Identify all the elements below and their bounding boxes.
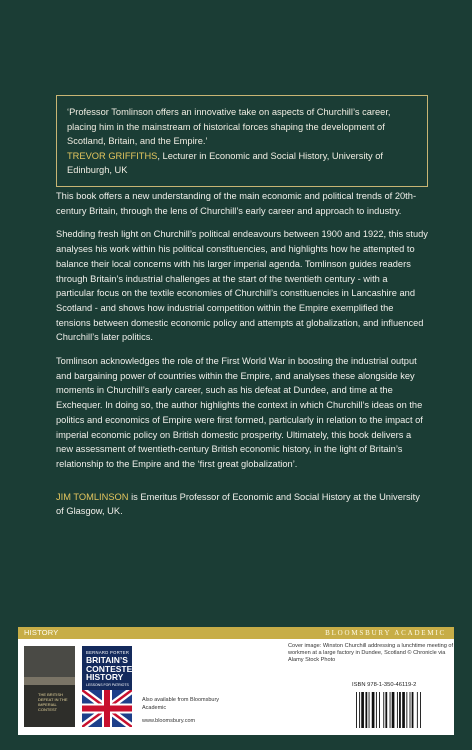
endorsement-quote-box xyxy=(56,95,428,187)
endorser-name: TREVOR GRIFFITHS xyxy=(67,150,158,161)
cover-image-credit: Cover image: Winston Churchill addressing a lunchtime meeting of workmen at a large factory in Dundee, Scotland © Chronicle via Alamy Stock Photo xyxy=(288,643,454,663)
endorsement-quote: ‘Professor Tomlinson offers an innovative take on aspects of Churchill’s career, placing him in the mainstream of historical forces shaping the development of Scotland, Britain, and the Empire.’ xyxy=(67,107,391,147)
category-label: HISTORY xyxy=(24,628,59,637)
footer-panel xyxy=(18,639,454,735)
blurb-paragraph-3: Tomlinson acknowledges the role of the First World War in boosting the industrial output and bargaining power of countries within the Empire, and analyses these alongside key moments in Churchill’s early career, such as his defeat at Dundee, and time at the Exchequer. In doing so, the author highlights the context in which Churchill’s ideas on the politics and economics of Empire were first formed, particularly in relation to the impact of imperial economic policy on British domestic prosperity. Ultimately, this book delivers a new assessment of twentieth-century British economic history, in the light of Britain’s relationship to the Empire and the ‘first great globalization’. xyxy=(56,356,423,469)
blurb-paragraph-2: Shedding fresh light on Churchill’s political endeavours between 1900 and 1922, this study analyses his work within his political constituencies, and highlights how he attempted to balance their local concerns with his larger imperial agenda. Tomlinson guides readers through Britain’s industrial challenges at the start of the twentieth century - with a particular focus on the textile economies of Churchill’s constituencies in Lancashire and Scotland - and shows how industrial competition within the Empire exemplified the tensions between domestic economic policy and attempts at globalization, and influenced Churchill’s later politics. xyxy=(56,229,428,343)
publisher-website: www.bloomsbury.com xyxy=(142,718,196,724)
publisher-name: BLOOMSBURY ACADEMIC xyxy=(325,628,446,637)
barcode-icon xyxy=(352,690,450,730)
related-book-cover-1 xyxy=(24,646,75,727)
also-available-text: Also available from Bloomsbury Academic xyxy=(142,697,220,711)
related-book-1-title: THE BRITISH DEFEAT IN THE IMPERIAL CONTEST xyxy=(38,692,68,712)
author-bio xyxy=(56,490,428,519)
related-book-2-author: BERNARD PORTER xyxy=(86,650,130,655)
related-book-cover-2 xyxy=(82,646,139,727)
author-name: JIM TOMLINSON xyxy=(56,491,129,502)
blurb xyxy=(56,189,428,528)
endorsement-attribution xyxy=(67,149,417,178)
isbn-label: ISBN 978-1-350-46119-2 xyxy=(352,682,417,688)
blurb-paragraph-1: This book offers a new understanding of the main economic and political trends of 20th-century Britain, through the lens of Churchill’s early career and approach to industry. xyxy=(56,191,417,216)
related-book-2-title: BRITAIN’S CONTESTED HISTORY xyxy=(86,655,139,682)
union-jack-icon xyxy=(82,690,132,727)
related-book-2-subtitle: LESSONS FOR PATRIOTS xyxy=(86,683,129,687)
endorser-role: , Lecturer in Economic and Social History, University of Edinburgh, UK xyxy=(67,150,384,176)
author-bio-text: is Emeritus Professor of Economic and Social History at the University of Glasgow, UK. xyxy=(56,491,420,517)
footer-band xyxy=(18,627,454,639)
